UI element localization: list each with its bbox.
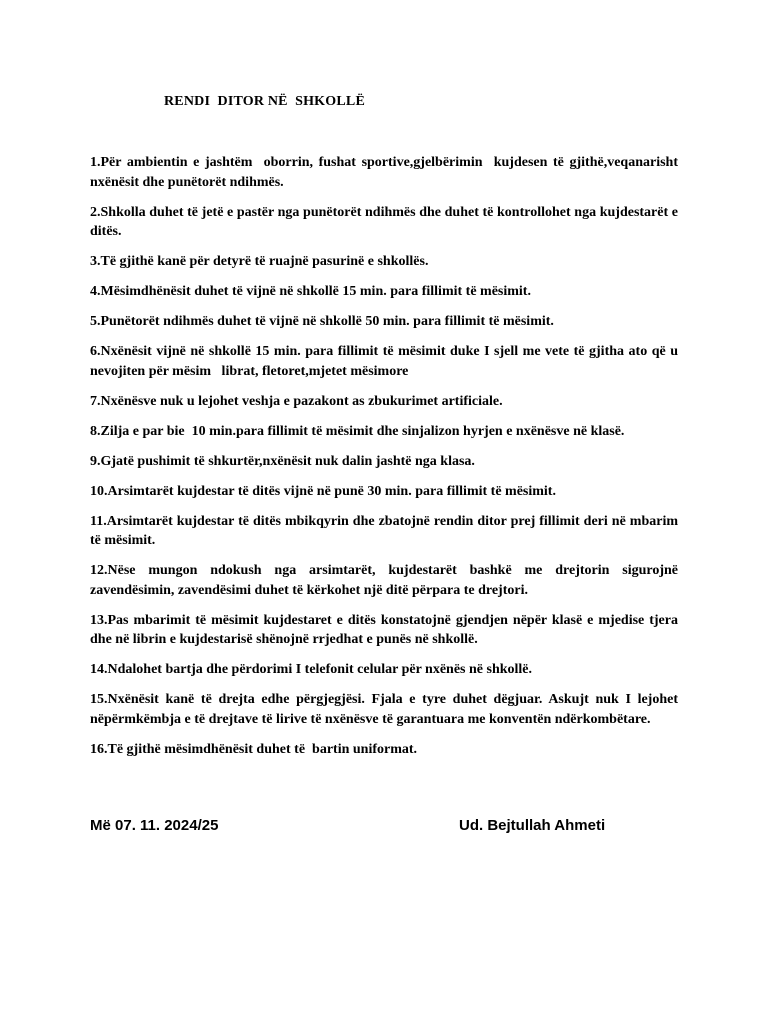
rules-list: [90, 153, 682, 770]
rule-item-4: 4.Mësimdhënësit duhet të vijnë në shkollë 15 min. para fillimit të mësimit.: [90, 284, 531, 299]
rule-item-12: 12.Nëse mungon ndokush nga arsimtarët, kujdestarët bashkë me drejtorin sigurojnë zavendësimin, zavendësimi duhet të kërkohet një ditë përpara te drejtori.: [90, 563, 682, 598]
document-title: RENDI DITOR NË SHKOLLË: [164, 94, 365, 109]
rule-item-8: 8.Zilja e par bie 10 min.para fillimit të mësimit dhe sinjalizon hyrjen e nxënësve në klasë.: [90, 423, 625, 439]
rule-item-2: 2.Shkolla duhet të jetë e pastër nga punëtorët ndihmës dhe duhet të kontrollohet nga kujdestarët e ditës.: [90, 204, 682, 239]
rule-item-5: 5.Punëtorët ndihmës duhet të vijnë në shkollë 50 min. para fillimit të mësimit.: [90, 314, 554, 329]
rule-item-15: 15.Nxënësit kanë të drejta edhe përgjegjësi. Fjala e tyre duhet dëgjuar. Askujt nuk I lejohet nëpërmkëmbja e të drejtave të lirive të nxënësve të garantuara me konventën ndërkombëtare.: [90, 692, 682, 727]
rule-item-14: 14.Ndalohet bartja dhe përdorimi I telefonit celular për nxënës në shkollë.: [90, 662, 533, 677]
rule-item-6: 6.Nxënësit vijnë në shkollë 15 min. para fillimit të mësimit duke I sjell me vete të gjitha ato që u nevojiten për mësim librat, fletoret,mjetet mësimore: [90, 344, 682, 379]
rule-item-16: 16.Të gjithë mësimdhënësit duhet të bartin uniformat.: [90, 741, 418, 757]
rule-item-7: 7.Nxënësve nuk u lejohet veshja e pazakont as zbukurimet artificiale.: [90, 393, 503, 409]
rule-item-10: 10.Arsimtarët kujdestar të ditës vijnë në punë 30 min. para fillimit të mësimit.: [90, 483, 556, 499]
rule-item-1: 1.Për ambientin e jashtëm oborrin, fushat sportive,gjelbërimin kujdesen të gjithë,veqanarisht nxënësit dhe punëtorët ndihmës.: [90, 155, 682, 190]
rule-item-9: 9.Gjatë pushimit të shkurtër,nxënësit nuk dalin jashtë nga klasa.: [90, 453, 475, 469]
rule-item-3: 3.Të gjithë kanë për detyrë të ruajnë pasurinë e shkollës.: [90, 254, 429, 269]
document-signature: Ud. Bejtullah Ahmeti: [459, 817, 606, 834]
rule-item-13: 13.Pas mbarimit të mësimit kujdestaret e ditës konstatojnë gjendjen nëpër klasë e mjedise tjera dhe në librin e kujdestarisë shënojnë rrjedhat e punës në shkollë.: [90, 612, 682, 647]
document-date: Më 07. 11. 2024/25: [90, 817, 219, 834]
rule-item-11: 11.Arsimtarët kujdestar të ditës mbikqyrin dhe zbatojnë rendin ditor prej fillimit deri në mbarim të mësimit.: [90, 513, 682, 548]
